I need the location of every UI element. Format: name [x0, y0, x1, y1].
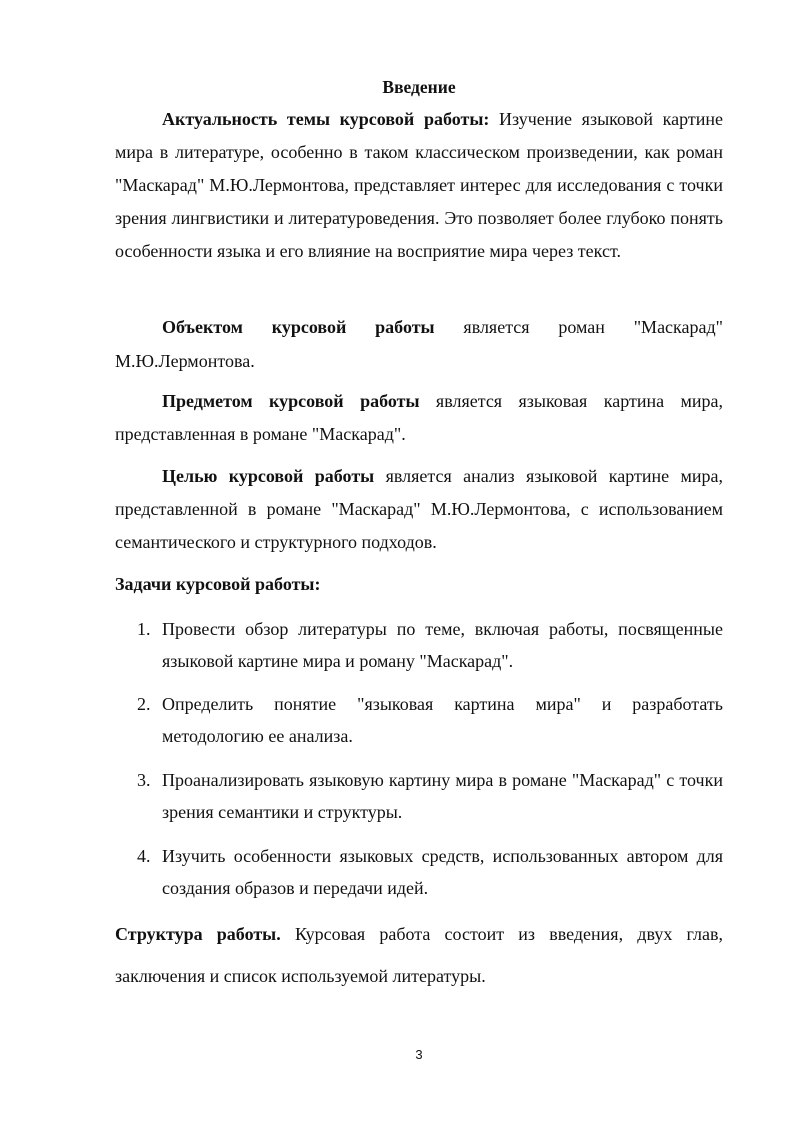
goal-paragraph: [115, 460, 723, 559]
list-item: [115, 764, 723, 828]
list-item-text: Изучить особенности языковых средств, использованных автором для создания образов и передачи идей.: [162, 846, 723, 898]
relevance-label: Актуальность темы курсовой работы:: [162, 109, 490, 129]
tasks-list-4: [115, 840, 723, 904]
page-number: 3: [415, 1047, 423, 1062]
subject-label: Предметом курсовой работы: [162, 391, 420, 411]
tasks-list: [115, 613, 723, 677]
list-item-number: 2.: [137, 694, 151, 714]
page-title: Введение: [382, 77, 456, 97]
list-item-number: 3.: [137, 770, 151, 790]
object-text: является роман "Маскарад" М.Ю.Лермонтова.: [115, 317, 724, 371]
list-item: [115, 688, 723, 752]
goal-text: является анализ языковой картине мира, представленной в романе "Маскарад" М.Ю.Лермонтова, с использованием семантического и структурного подходов.: [115, 466, 723, 552]
list-item-number: 1.: [137, 619, 151, 639]
object-paragraph: [115, 310, 723, 378]
list-item-text: Определить понятие "языковая картина мира" и разработать методологию ее анализа.: [162, 694, 723, 746]
tasks-heading: Задачи курсовой работы:: [115, 574, 321, 594]
object-label: Объектом курсовой работы: [162, 317, 435, 337]
relevance-text: Изучение языковой картине мира в литературе, особенно в таком классическом произведении, как роман "Маскарад" М.Ю.Лермонтова, представляет интерес для исследования с точки зрения лингвистики и литературоведения. Это позволяет более глубоко понять особенности языка и его влияние на восприятие мира через текст.: [115, 109, 723, 261]
list-item-text: Провести обзор литературы по теме, включая работы, посвященные языковой картине мира и роману "Маскарад".: [162, 619, 723, 671]
tasks-list-3: [115, 764, 723, 828]
subject-text: является языковая картина мира, представленная в романе "Маскарад".: [115, 391, 723, 444]
relevance-paragraph: [115, 103, 723, 268]
structure-paragraph: [115, 913, 723, 997]
list-item: [115, 613, 723, 677]
structure-text: Курсовая работа состоит из введения, двух глав, заключения и список используемой литературы.: [115, 924, 723, 986]
subject-paragraph: [115, 385, 723, 451]
list-item-text: Проанализировать языковую картину мира в романе "Маскарад" с точки зрения семантики и структуры.: [162, 770, 723, 822]
goal-label: Целью курсовой работы: [162, 466, 375, 486]
list-item-number: 4.: [137, 846, 151, 866]
list-item: [115, 840, 723, 904]
structure-label: Структура работы.: [115, 924, 281, 944]
tasks-list-2: [115, 688, 723, 752]
tasks-heading-paragraph: [115, 568, 723, 601]
